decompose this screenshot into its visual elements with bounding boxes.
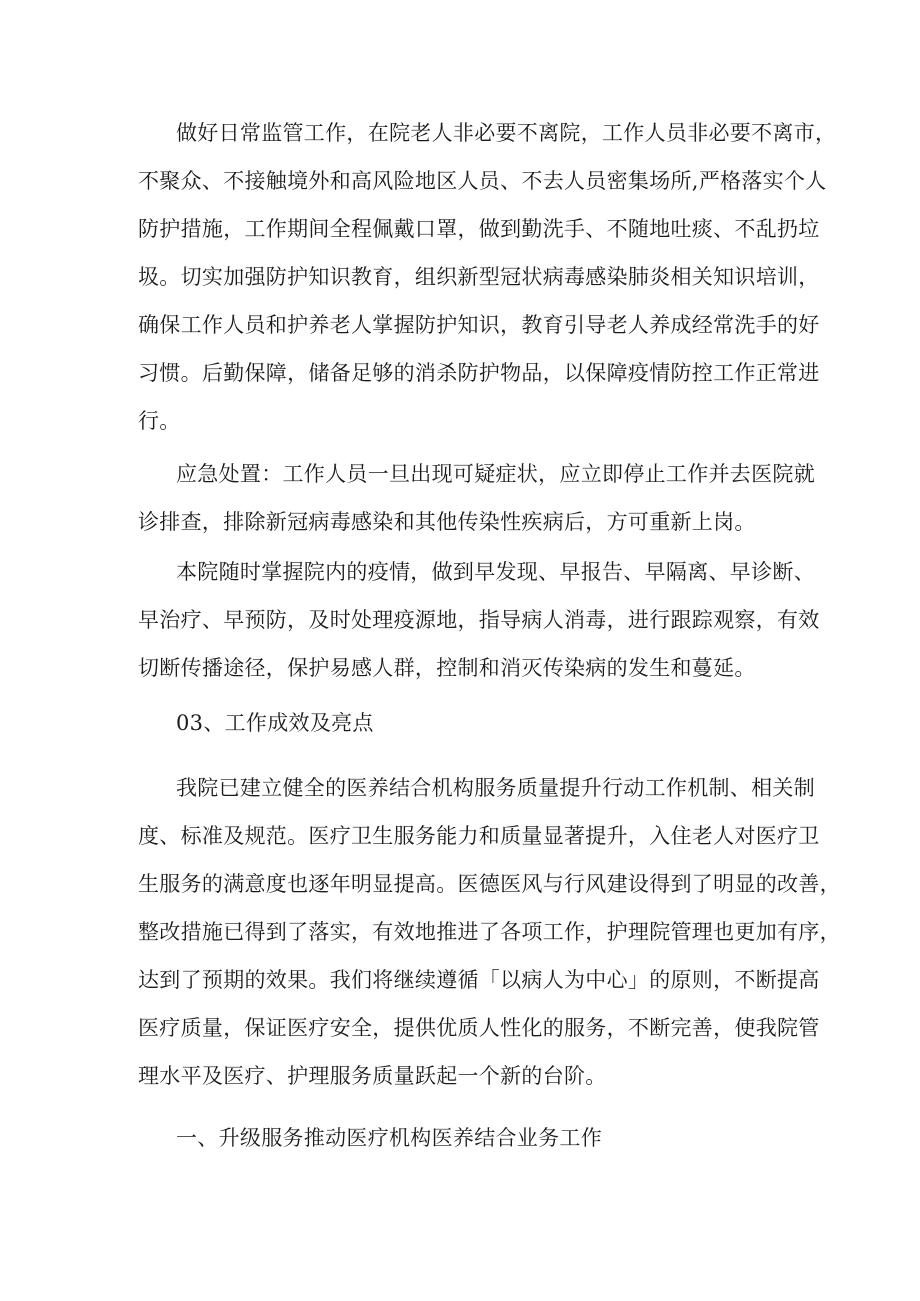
paragraph-line: 医疗质量，保证医疗安全，提供优质人性化的服务，不断完善，使我院管 [138, 1016, 820, 1040]
paragraph-line: 度、标准及规范。医疗卫生服务能力和质量显著提升，入住老人对医疗卫 [138, 824, 820, 848]
paragraph-line: 诊排查，排除新冠病毒感染和其他传染性疾病后，方可重新上岗。 [138, 510, 756, 534]
paragraph-line: 确保工作人员和护养老人掌握防护知识，教育引导老人养成经常洗手的好 [138, 313, 820, 337]
paragraph-line: 整改措施已得到了落实，有效地推进了各项工作，护理院管理也更加有序， [138, 920, 841, 944]
section-heading: 一、升级服务推动医疗机构医养结合业务工作 [176, 1126, 602, 1150]
paragraph-line: 不聚众、不接触境外和高风险地区人员、不去人员密集场所,严格落实个人 [138, 169, 827, 193]
paragraph-line: 做好日常监管工作，在院老人非必要不离院，工作人员非必要不离市， [176, 121, 837, 145]
paragraph-line: 本院随时掌握院内的疫情，做到早发现、早报告、早隔离、早诊断、 [176, 560, 815, 584]
paragraph-line: 应急处置：工作人员一旦出现可疑症状，应立即停止工作并去医院就 [176, 462, 815, 486]
section-heading: 03、工作成效及亮点 [176, 711, 374, 735]
paragraph-line: 理水平及医疗、护理服务质量跃起一个新的台阶。 [138, 1064, 607, 1088]
paragraph-line: 防护措施，工作期间全程佩戴口罩，做到勤洗手、不随地吐痰、不乱扔垃 [138, 217, 820, 241]
paragraph-line: 早治疗、早预防，及时处理疫源地，指导病人消毒，进行跟踪观察，有效 [138, 608, 820, 632]
paragraph-line: 我院已建立健全的医养结合机构服务质量提升行动工作机制、相关制 [176, 776, 815, 800]
paragraph-line: 达到了预期的效果。我们将继续遵循「以病人为中心」的原则，不断提高 [138, 968, 820, 992]
paragraph-line: 圾。切实加强防护知识教育，组织新型冠状病毒感染肺炎相关知识培训， [138, 265, 820, 289]
paragraph-line: 生服务的满意度也逐年明显提高。医德医风与行风建设得到了明显的改善， [138, 872, 841, 896]
paragraph-line: 切断传播途径，保护易感人群，控制和消灭传染病的发生和蔓延。 [138, 656, 756, 680]
paragraph-line: 习惯。后勤保障，储备足够的消杀防护物品，以保障疫情防控工作正常进 [138, 361, 820, 385]
paragraph-line: 行。 [138, 409, 181, 433]
